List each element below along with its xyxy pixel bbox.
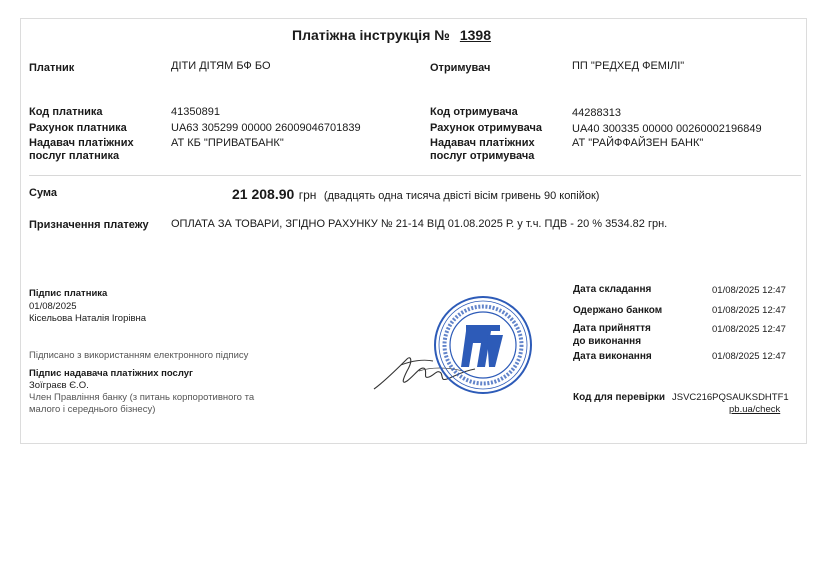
- provider-signature-title-line2: малого і середнього бізнесу): [29, 404, 156, 415]
- recipient-provider-label-line2: послуг отримувача: [430, 150, 535, 162]
- executed-date: 01/08/2025 12:47: [712, 351, 786, 362]
- recipient-provider-label-line1: Надавач платіжних: [430, 137, 535, 149]
- received-date: 01/08/2025 12:47: [712, 305, 786, 316]
- payer-provider-label-line1: Надавач платіжних: [29, 137, 134, 149]
- recipient-provider: АТ "РАЙФФАЙЗЕН БАНК": [572, 137, 704, 149]
- sum-label: Сума: [29, 187, 58, 199]
- sum-amount-line: [232, 186, 599, 204]
- recipient-name: ПП "РЕДХЕД ФЕМІЛІ": [572, 60, 685, 72]
- accepted-date-label-line2: до виконання: [573, 336, 642, 347]
- sum-currency: грн: [298, 188, 317, 202]
- payer-code-label: Код платника: [29, 106, 103, 118]
- created-date-label: Дата складання: [573, 284, 652, 295]
- purpose-label: Призначення платежу: [29, 219, 149, 231]
- sum-in-words: (двадцять одна тисяча двісті вісім гривень 90 копійок): [323, 190, 600, 202]
- payer-label: Платник: [29, 62, 75, 74]
- verification-code: JSVC216PQSAUKSDHTF1: [672, 392, 789, 403]
- verification-label: Код для перевірки: [573, 392, 665, 403]
- payer-provider: АТ КБ "ПРИВАТБАНК": [171, 137, 284, 149]
- created-date: 01/08/2025 12:47: [712, 285, 786, 296]
- provider-signature-title-line1: Член Правління банку (з питань корпоротивного та: [29, 392, 255, 403]
- recipient-account: UA40 300335 00000 00260002196849: [572, 123, 762, 135]
- payment-instruction-document: [20, 18, 807, 444]
- title-text: Платіжна інструкція №: [292, 27, 450, 43]
- sum-amount: 21 208.90: [232, 186, 295, 202]
- recipient-code: 44288313: [572, 107, 621, 119]
- electronic-signature-note: Підписано з використанням електронного підпису: [29, 350, 249, 361]
- divider: [29, 175, 801, 176]
- payer-signature-date: 01/08/2025: [29, 301, 77, 312]
- instruction-number: 1398: [459, 27, 492, 43]
- payer-account: UA63 305299 00000 26009046701839: [171, 122, 361, 134]
- executed-date-label: Дата виконання: [573, 351, 652, 362]
- accepted-date-label-line1: Дата прийняття: [573, 323, 651, 334]
- received-date-label: Одержано банком: [573, 305, 663, 316]
- accepted-date: 01/08/2025 12:47: [712, 324, 786, 335]
- provider-signature-label: Підпис надавача платіжних послуг: [29, 368, 193, 379]
- recipient-account-label: Рахунок отримувача: [430, 122, 542, 134]
- recipient-label: Отримувач: [430, 62, 491, 74]
- payer-account-label: Рахунок платника: [29, 122, 127, 134]
- payer-code: 41350891: [171, 106, 220, 118]
- bank-stamp: [433, 295, 533, 395]
- provider-signature-name: Зоїграєв Є.О.: [29, 380, 89, 391]
- document-title: [292, 27, 491, 43]
- payer-provider-label-line2: послуг платника: [29, 150, 120, 162]
- purpose-text: ОПЛАТА ЗА ТОВАРИ, ЗГІДНО РАХУНКУ № 21-14 ВІД 01.08.2025 Р. у т.ч. ПДВ - 20 % 3534.82 грн.: [171, 218, 668, 230]
- recipient-code-label: Код отримувача: [430, 106, 518, 118]
- payer-signature-name: Кісельова Наталія Ігорівна: [29, 313, 147, 324]
- payer-signature-label: Підпис платника: [29, 288, 108, 299]
- verification-link[interactable]: pb.ua/check: [729, 404, 781, 415]
- payer-name: ДІТИ ДІТЯМ БФ БО: [171, 60, 271, 72]
